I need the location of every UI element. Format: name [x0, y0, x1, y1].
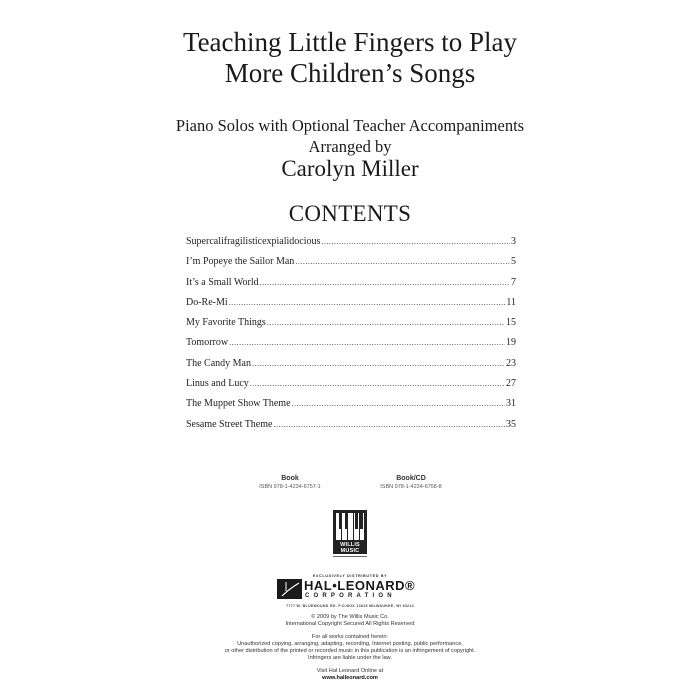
warning-line-3: Infringers are liable under the law. — [308, 655, 392, 661]
toc-row — [186, 317, 516, 337]
dot-leader — [252, 359, 505, 368]
dot-leader — [295, 257, 510, 266]
distributed-by-label: EXCLUSIVELY DISTRIBUTED BY — [312, 574, 388, 578]
toc-song-title: Linus and Lucy — [186, 378, 249, 390]
isbn-book-label: Book — [281, 475, 299, 482]
isbn-cd-label: Book/CD — [396, 475, 426, 482]
dot-leader — [292, 399, 505, 408]
toc-song-title: Do-Re-Mi — [186, 296, 228, 308]
for-all-works-text: For all works contained herein: — [311, 634, 389, 640]
contents-heading: CONTENTS — [288, 201, 412, 226]
toc-page-number: 19 — [506, 337, 516, 349]
dot-leader — [273, 420, 505, 429]
toc-song-title: Tomorrow — [186, 337, 229, 349]
toc-row — [186, 236, 516, 256]
piano-keys-icon — [336, 513, 364, 540]
warning-line-1: Unauthorized copying, arranging, adapting, recording, Internet posting, public performance, — [237, 641, 463, 647]
dot-leader — [250, 379, 505, 388]
toc-page-number: 31 — [506, 398, 516, 410]
toc-song-title: It’s a Small World — [186, 276, 259, 288]
copyright-text: © 2009 by The Willis Music Co. — [311, 614, 389, 620]
toc-song-title: The Muppet Show Theme — [186, 398, 291, 410]
toc-page-number: 15 — [506, 317, 516, 329]
toc-page-number: 5 — [511, 256, 516, 268]
toc-song-title: My Favorite Things — [186, 317, 266, 329]
toc-row — [186, 419, 516, 439]
toc-page-number: 11 — [506, 296, 516, 308]
toc-page-number: 3 — [511, 236, 516, 247]
dot-leader — [321, 237, 510, 246]
dot-leader — [260, 278, 510, 287]
dot-leader — [267, 318, 505, 327]
toc-row — [186, 378, 516, 398]
website-url: www.halleonard.com — [322, 675, 378, 681]
toc-page-number: 35 — [506, 418, 516, 430]
title-line-2: More Children’s Songs — [224, 58, 476, 88]
toc-page-number: 27 — [506, 378, 516, 390]
warning-line-2: or other distribution of the printed or recorded music in this publication is an infringement of copyright. — [224, 648, 476, 654]
isbn-book-cd — [366, 474, 456, 491]
toc-page-number: 7 — [511, 276, 516, 288]
toc-song-title: Supercalifragilisticexpialidocious — [186, 236, 321, 247]
dot-leader — [229, 298, 506, 307]
willis-logo-text: WILLIS MUSIC — [340, 542, 360, 554]
toc-song-title: Sesame Street Theme — [186, 418, 273, 430]
divider — [333, 556, 367, 557]
toc-song-title: The Candy Man — [186, 357, 251, 369]
hal-leonard-logo-icon — [277, 579, 302, 599]
arranged-by-label: Arranged by — [308, 137, 392, 156]
toc-song-title: I’m Popeye the Sailor Man — [186, 256, 295, 268]
toc-row — [186, 256, 516, 276]
toc-row — [186, 358, 516, 378]
toc-row — [186, 277, 516, 297]
visit-text: Visit Hal Leonard Online at — [316, 668, 384, 674]
hal-leonard-name: HAL•LEONARD® — [304, 578, 416, 593]
toc-page-number: 23 — [506, 357, 516, 369]
table-of-contents — [186, 236, 516, 439]
subtitle: Piano Solos with Optional Teacher Accompaniments — [175, 116, 525, 135]
hal-leonard-corporation: CORPORATION — [305, 593, 396, 599]
toc-row — [186, 297, 516, 317]
book-title — [0, 27, 700, 89]
rights-text: International Copyright Secured All Rights Reserved — [285, 621, 415, 627]
isbn-cd-number: ISBN 978-1-4234-6758-8 — [380, 484, 442, 490]
toc-row — [186, 337, 516, 357]
isbn-book-number: ISBN 978-1-4234-6757-1 — [259, 484, 321, 490]
isbn-book — [250, 474, 330, 491]
dot-leader — [229, 338, 505, 347]
toc-row — [186, 398, 516, 418]
title-line-1: Teaching Little Fingers to Play — [182, 27, 518, 57]
publisher-address: 7777 W. BLUEMOUND RD. P.O.BOX 13819 MILWAUKEE, WI 53213 — [286, 604, 414, 608]
willis-music-logo-icon — [333, 510, 367, 554]
author-name: Carolyn Miller — [281, 156, 419, 181]
